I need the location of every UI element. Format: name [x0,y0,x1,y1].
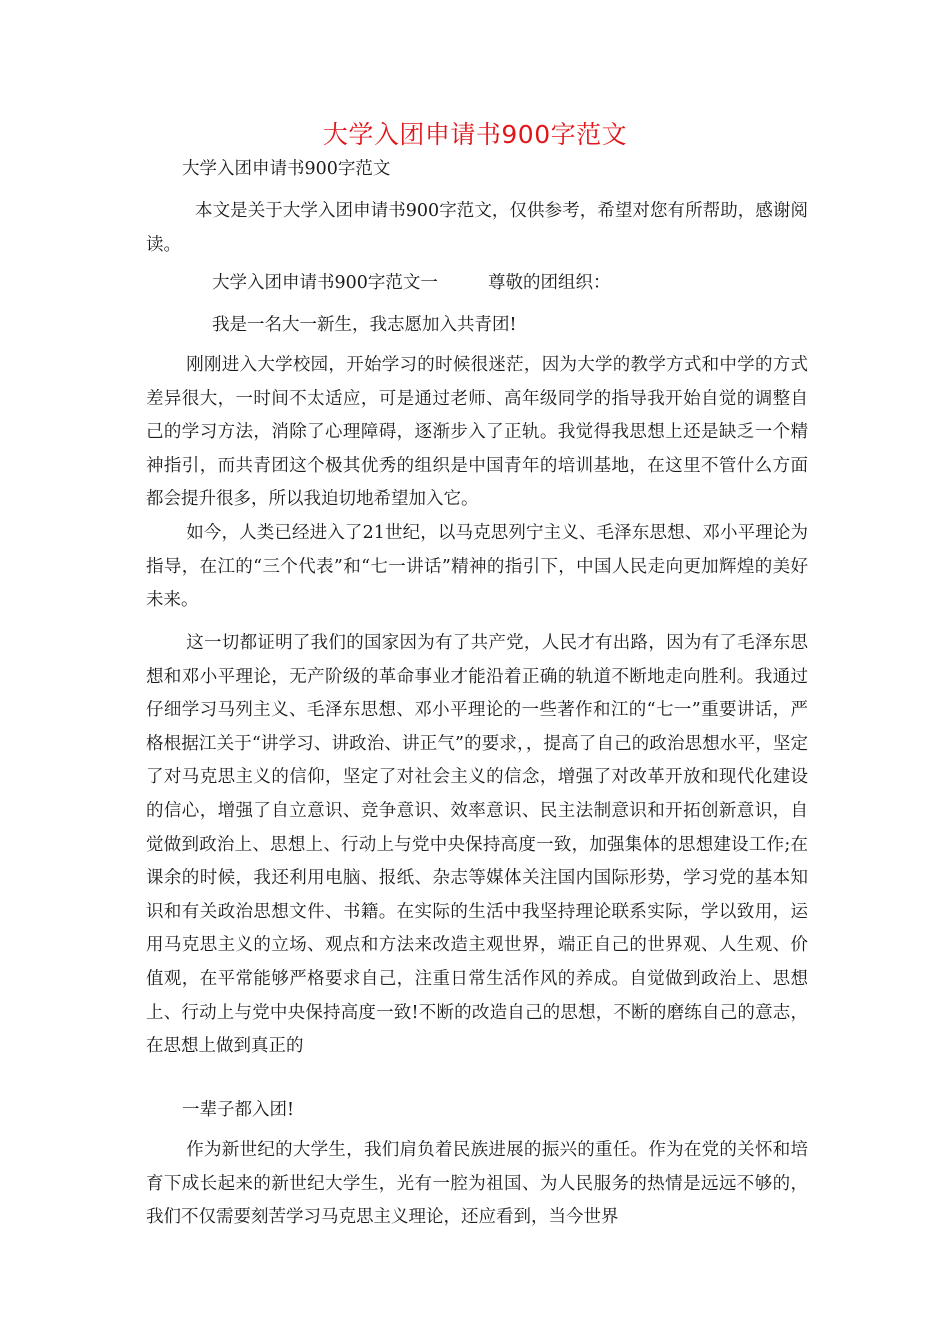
document-title: 大学入团申请书900字范文 [322,120,628,149]
body-paragraph-4: 这一切都证明了我们的国家因为有了共产党，人民才有出路，因为有了毛泽东思想和邓小平理论，无产阶级的革命事业才能沿着正确的轨道不断地走向胜利。我通过仔细学习马列主义、毛泽东思想、邓小平理论的一些著作和江的“七一”重要讲话，严格根据江关于“讲学习、讲政治、讲正气”的要求，，提高了自己的政治思想水平，坚定了对马克思主义的信仰，坚定了对社会主义的信念，增强了对改革开放和现代化建设的信心，增强了自立意识、竞争意识、效率意识、民主法制意识和开拓创新意识，自觉做到政治上、思想上、行动上与党中央保持高度一致，加强集体的思想建设工作;在课余的时候，我还利用电脑、报纸、杂志等媒体关注国内国际形势，学习党的基本知识和有关政治思想文件、书籍。在实际的生活中我坚持理论联系实际，学以致用，运用马克思主义的立场、观点和方法来改造主观世界，端正自己的世界观、人生观、价值观，在平常能够严格要求自己，注重日常生活作风的养成。自觉做到政治上、思想上、行动上与党中央保持高度一致!不断的改造自己的思想，不断的磨练自己的意志，在思想上做到真正的 [146,633,808,1057]
body-paragraph-5: 一辈子都入团! [182,1100,295,1120]
body-paragraph-6: 作为新世纪的大学生，我们肩负着民族进展的振兴的重任。作为在党的关怀和培育下成长起来的新世纪大学生，光有一腔为祖国、为人民服务的热情是远远不够的，我们不仅需要刻苦学习马克思主义理论，还应看到，当今世界 [146,1140,808,1228]
document-subtitle: 大学入团申请书900字范文 [182,159,391,179]
salutation: 尊敬的团组织： [488,273,611,293]
section-heading: 大学入团申请书900字范文一 [212,273,438,293]
body-paragraph-2: 刚刚进入大学校园，开始学习的时候很迷茫，因为大学的教学方式和中学的方式差异很大，一时间不太适应，可是通过老师、高年级同学的指导我开始自觉的调整自己的学习方法，消除了心理障碍，逐渐步入了正轨。我觉得我思想上还是缺乏一个精神指引，而共青团这个极其优秀的组织是中国青年的培训基地，在这里不管什么方面都会提升很多，所以我迫切地希望加入它。 [146,355,808,510]
body-paragraph-1: 我是一名大一新生，我志愿加入共青团! [212,315,517,335]
intro-paragraph: 本文是关于大学入团申请书900字范文，仅供参考，希望对您有所帮助，感谢阅读。 [146,201,808,255]
body-paragraph-3: 如今，人类已经进入了21世纪，以马克思列宁主义、毛泽东思想、邓小平理论为指导，在江的“三个代表”和“七一讲话”精神的指引下，中国人民走向更加辉煌的美好未来。 [146,523,808,611]
